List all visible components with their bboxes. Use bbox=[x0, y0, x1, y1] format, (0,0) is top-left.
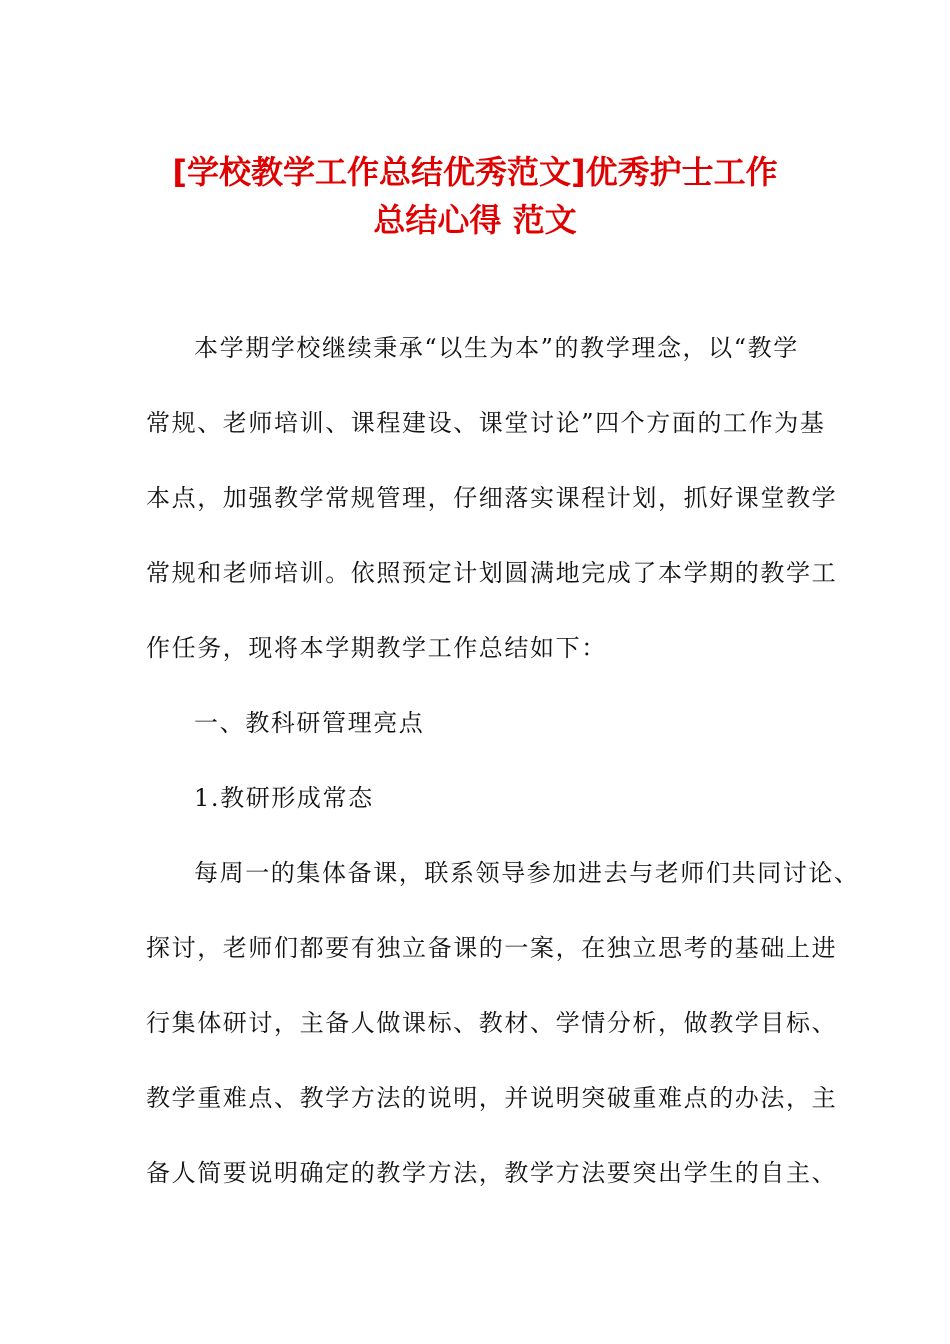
document-title-line-2: 总结心得 范文 bbox=[373, 201, 577, 239]
body-text-line: 作任务，现将本学期教学工作总结如下： bbox=[146, 634, 607, 662]
section-heading: 一、教科研管理亮点 bbox=[194, 709, 425, 737]
document-title-line-1: [学校教学工作总结优秀范文]优秀护士工作 bbox=[172, 153, 778, 191]
body-text-line: 每周一的集体备课，联系领导参加进去与老师们共同讨论、 bbox=[194, 859, 860, 887]
body-text-line: 备人简要说明确定的教学方法，教学方法要突出学生的自主、 bbox=[146, 1159, 838, 1187]
body-text-line: 常规、老师培训、课程建设、课堂讨论”四个方面的工作为基 bbox=[146, 409, 826, 437]
body-text-line: 行集体研讨，主备人做课标、教材、学情分析，做教学目标、 bbox=[146, 1009, 838, 1037]
subsection-heading: 1.教研形成常态 bbox=[194, 784, 374, 812]
body-text-line: 常规和老师培训。依照预定计划圆满地完成了本学期的教学工 bbox=[146, 559, 838, 587]
body-text-line: 教学重难点、教学方法的说明，并说明突破重难点的办法，主 bbox=[146, 1084, 838, 1112]
body-text-line: 本学期学校继续秉承“以生为本”的教学理念，以“教学 bbox=[194, 334, 799, 362]
body-text-line: 探讨，老师们都要有独立备课的一案，在独立思考的基础上进 bbox=[146, 934, 838, 962]
body-text-line: 本点，加强教学常规管理，仔细落实课程计划，抓好课堂教学 bbox=[146, 484, 838, 512]
